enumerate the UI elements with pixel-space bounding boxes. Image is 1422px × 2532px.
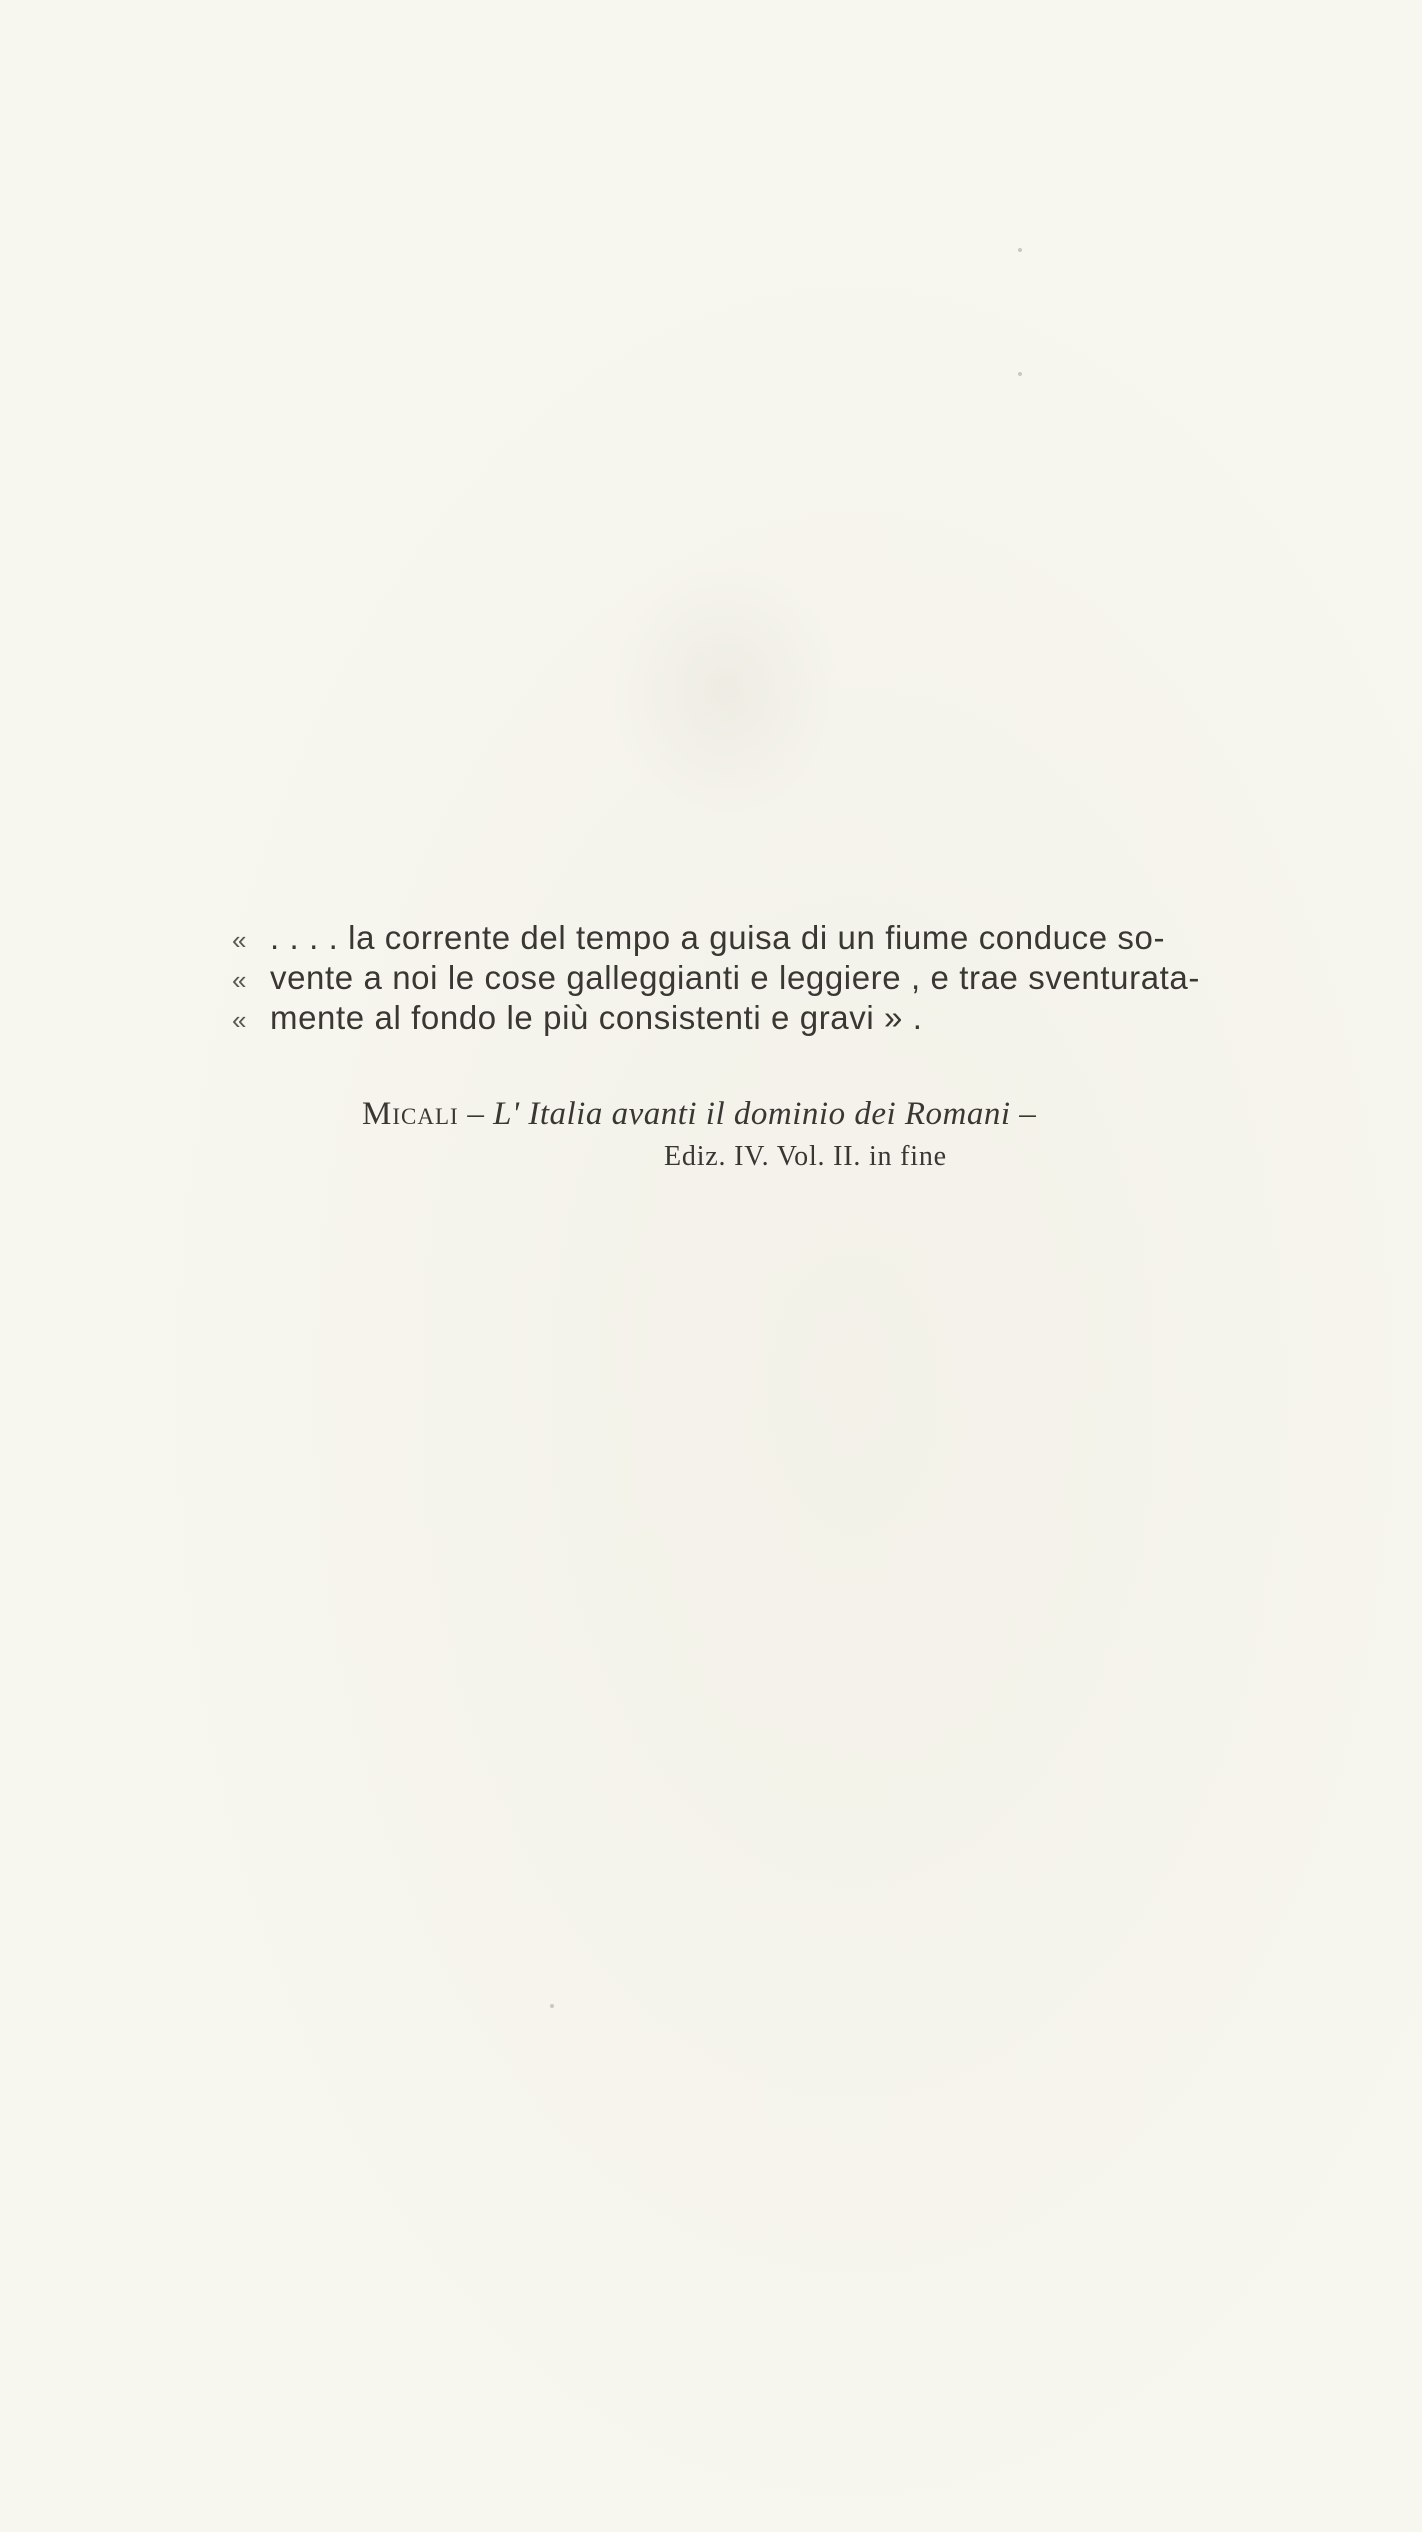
attribution-author: Micali — [362, 1096, 459, 1132]
epigraph-line — [232, 958, 1382, 998]
epigraph — [232, 918, 1382, 1172]
epigraph-line-text: mente al fondo le più consistenti e gravi » . — [270, 999, 923, 1036]
attribution-edition-text: Ediz. IV. Vol. II. in fine — [664, 1141, 947, 1172]
paper-speck — [1018, 372, 1022, 376]
epigraph-attribution — [362, 1094, 1422, 1134]
attribution-separator: – — [467, 1096, 485, 1132]
quote-mark: « — [232, 965, 248, 995]
attribution-edition — [664, 1140, 1422, 1174]
quote-mark: « — [232, 925, 248, 955]
epigraph-line-text: . . . . la corrente del tempo a guisa di un fiume conduce so- — [270, 919, 1166, 956]
attribution-separator: – — [1019, 1096, 1037, 1132]
epigraph-line-text: vente a noi le cose galleggianti e leggiere , e trae sventurata- — [270, 959, 1200, 996]
paper-bleed-through — [610, 560, 840, 820]
quote-mark: « — [232, 1005, 248, 1035]
epigraph-line — [232, 918, 1382, 958]
paper-speck — [1018, 248, 1022, 252]
attribution-title: L' Italia avanti il dominio dei Romani — [493, 1096, 1011, 1132]
epigraph-line — [232, 998, 1382, 1038]
paper-speck — [550, 2004, 554, 2008]
